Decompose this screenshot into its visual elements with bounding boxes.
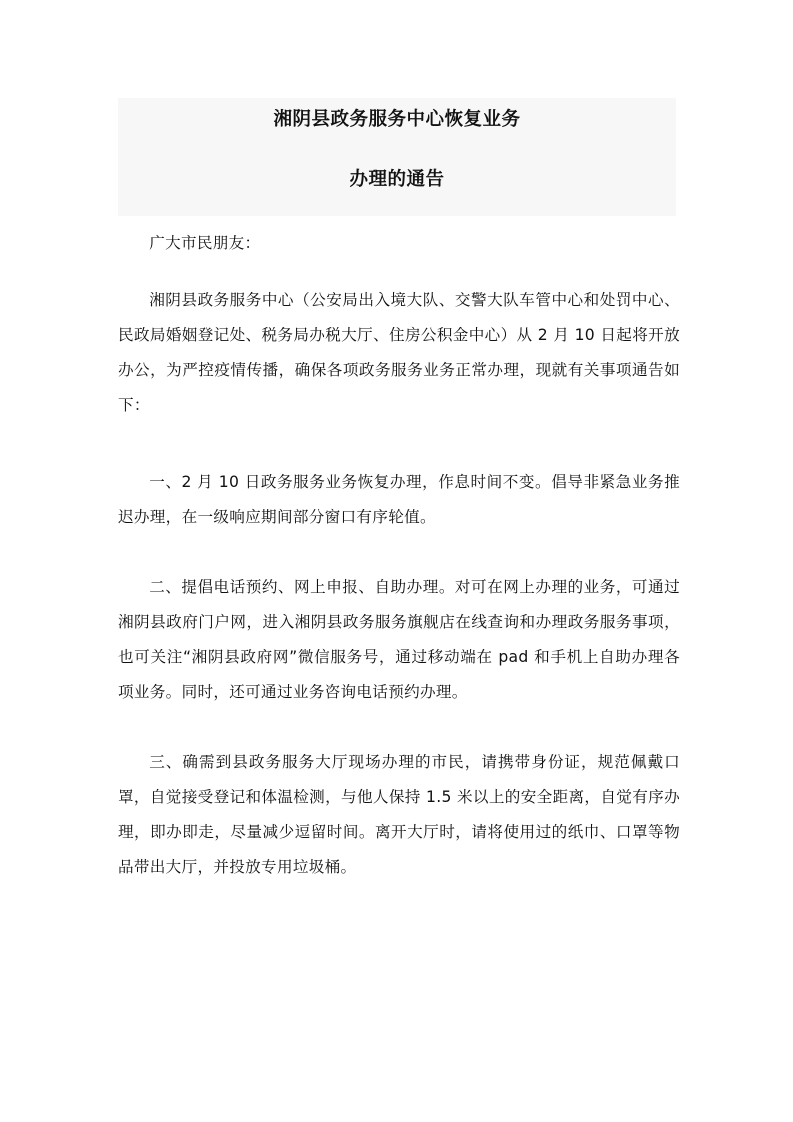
item-two-block: [118, 570, 680, 710]
document-title-line-2: 办理的通告: [349, 169, 445, 190]
item-three-paragraph: 三、确需到县政务服务大厅现场办理的市民，请携带身份证，规范佩戴口罩，自觉接受登记和体温检测，与他人保持 1.5 米以上的安全距离，自觉有序办理，即办即走，尽量减少逗留时间。离开大厅时，请将使用过的纸巾、口罩等物品带出大厅，并投放专用垃圾桶。: [118, 753, 680, 876]
item-two-paragraph: 二、提倡电话预约、网上申报、自助办理。对可在网上办理的业务，可通过湘阴县政府门户网，进入湘阴县政务服务旗舰店在线查询和办理政务服务事项，也可关注“湘阴县政府网”微信服务号，通过移动端在 pad 和手机上自助办理各项业务。同时，还可通过业务咨询电话预约办理。: [118, 578, 680, 701]
item-one-block: [118, 465, 680, 535]
item-one-paragraph: 一、2 月 10 日政务服务业务恢复办理，作息时间不变。倡导非紧急业务推迟办理，在一级响应期间部分窗口有序轮值。: [118, 473, 680, 526]
item-three-block: [118, 745, 680, 885]
greeting: 广大市民朋友：: [149, 234, 261, 252]
intro-block: [118, 283, 680, 423]
intro-paragraph: 湘阴县政务服务中心（公安局出入境大队、交警大队车管中心和处罚中心、民政局婚姻登记处、税务局办税大厅、住房公积金中心）从 2 月 10 日起将开放办公，为严控疫情传播，确保各项政务服务业务正常办理，现就有关事项通告如下：: [118, 291, 680, 414]
document-title-line-1: 湘阴县政务服务中心恢复业务: [273, 109, 521, 130]
title-block: [118, 98, 676, 216]
greeting-block: [118, 226, 680, 261]
